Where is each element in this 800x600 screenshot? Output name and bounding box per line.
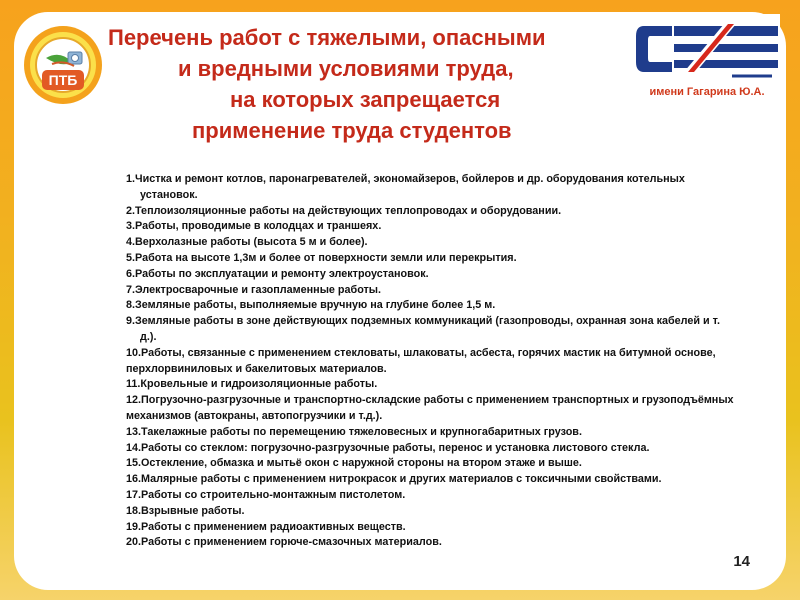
sgtu-logo-icon <box>632 14 780 86</box>
list-item: 14.Работы со стеклом: погрузочно-разгрузочные работы, перенос и установка листового стекла. <box>126 441 650 454</box>
list-item <box>126 172 774 204</box>
university-caption: имени Гагарина Ю.А. <box>649 86 765 98</box>
list-item-text: 9.Земляные работы в зоне действующих подземных коммуникаций (газопроводы, охранная зона кабелей и т. <box>126 315 720 328</box>
list-item: 15.Остекление, обмазка и мытьё окон с наружной стороны на втором этаже и выше. <box>126 457 582 470</box>
ptb-logo-icon <box>22 24 104 106</box>
title-line-4: применение труда студентов <box>192 118 512 143</box>
list-item: 13.Такелажные работы по перемещению тяжеловесных и крупногабаритных грузов. <box>126 425 582 438</box>
title-line-2: и вредными условиями труда, <box>178 56 514 81</box>
list-item: 4.Верхолазные работы (высота 5 м и более). <box>126 236 368 249</box>
list-item: 19.Работы с применением радиоактивных веществ. <box>126 520 406 533</box>
ptb-logo-text: ПТБ <box>48 72 78 88</box>
list-item: 6.Работы по эксплуатации и ремонту электроустановок. <box>126 267 429 280</box>
list-item: 12.Погрузочно-разгрузочные и транспортно-складские работы с применением транспортных и грузоподъёмных механизмов (автокраны, автопогрузчики и т.д.). <box>126 394 734 422</box>
list-item: 16.Малярные работы с применением нитрокрасок и других материалов с токсичными свойствами. <box>126 473 662 486</box>
list-item: 8.Земляные работы, выполняемые вручную на глубине более 1,5 м. <box>126 299 496 312</box>
list-item: 10.Работы, связанные с применением стекловаты, шлаковаты, асбеста, горячих мастик на битумной основе, перхлорвиниловых и бакелитовых материалов. <box>126 346 716 375</box>
list-item: 3.Работы, проводимые в колодцах и траншеях. <box>126 220 382 233</box>
page-number: 14 <box>733 553 750 570</box>
list-item: 17.Работы со строительно-монтажным пистолетом. <box>126 488 406 501</box>
list-item-text: 1.Чистка и ремонт котлов, паронагревателей, экономайзеров, бойлеров и др. оборудования котельных <box>126 173 685 185</box>
page-title <box>100 22 660 146</box>
list-item: 2.Теплоизоляционные работы на действующих теплопроводах и оборудовании. <box>126 204 562 217</box>
title-line-3: на которых запрещается <box>230 87 501 112</box>
list-item-continuation: установок. <box>140 188 198 201</box>
list-item <box>126 314 774 346</box>
list-item: 5.Работа на высоте 1,3м и более от поверхности земли или перекрытия. <box>126 251 517 264</box>
list-item: 7.Электросварочные и газопламенные работы. <box>126 283 382 296</box>
list-item-continuation: д.). <box>140 330 157 343</box>
title-line-1: Перечень работ с тяжелыми, опасными <box>108 25 546 50</box>
list-item: 18.Взрывные работы. <box>126 504 245 517</box>
list-item: 20.Работы с применением горюче-смазочных материалов. <box>126 536 442 549</box>
work-list <box>126 172 774 551</box>
list-item: 11.Кровельные и гидроизоляционные работы. <box>126 378 378 391</box>
